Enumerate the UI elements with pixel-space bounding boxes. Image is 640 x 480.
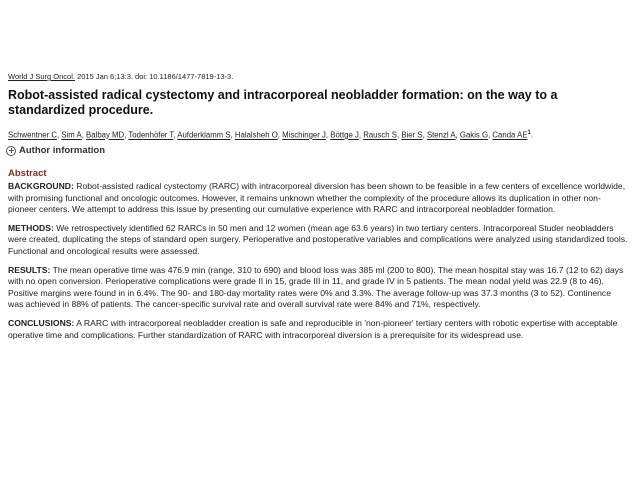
author-link[interactable]: Stenzl A xyxy=(426,130,456,140)
author-link[interactable]: Aufderklamm S xyxy=(177,130,231,140)
author-information-toggle[interactable] xyxy=(6,145,105,156)
author-separator: , xyxy=(56,130,62,140)
author-separator: , xyxy=(230,130,235,140)
author-link[interactable]: Gakis G xyxy=(459,130,489,140)
methods-label: METHODS: xyxy=(8,222,54,233)
author-separator: , xyxy=(81,130,87,140)
author-separator: , xyxy=(397,130,402,140)
plus-circle-icon xyxy=(6,146,16,156)
conclusions-paragraph xyxy=(8,318,628,341)
author-separator: , xyxy=(325,130,331,140)
author-link[interactable]: Rausch S xyxy=(363,130,398,140)
author-separator: , xyxy=(124,130,129,140)
background-label: BACKGROUND: xyxy=(8,181,74,191)
results-text: The mean operative time was 476.9 min (range, 310 to 690) and blood loss was 385 ml (200 to 800). The mean hospital stay was 16.7 (12 to 62) days with no open conversion. Perioperative complications were grade II in 15, grade III in 11, and grade IV in 5 patients. The mean nodal yield was 22.9 (8 to 46). Positive margins were found in in 6.4%. The 90- and 180-day mortality rates were 0% and 3.3%. The average follow-up was 37.3 months (3 to 52). Continence was achieved in 88% of patients. The cancer-specific survival rate and overall survival rate were 84% and 71%, respectively. xyxy=(8,264,624,310)
author-separator: , xyxy=(277,130,283,140)
journal-link[interactable]: World J Surg Oncol. xyxy=(8,72,75,81)
author-link[interactable]: Sim A xyxy=(61,130,82,140)
affiliation-superscript[interactable]: 1 xyxy=(527,130,531,136)
conclusions-text: A RARC with intracorporeal neobladder creation is safe and reproducible in 'non-pioneer' tertiary centers with robotic expertise with acceptable operative time and complications. Further standardization of RARC with intracorporeal diversion is a prerequisite for its widespread use. xyxy=(8,317,618,340)
citation-details: 2015 Jan 6;13:3. doi: 10.1186/1477-7819-13-3. xyxy=(74,72,234,81)
author-link[interactable]: Böttge J xyxy=(330,130,359,140)
author-separator: , xyxy=(422,130,427,140)
author-separator: , xyxy=(358,130,364,140)
author-link[interactable]: Todenhöfer T xyxy=(128,130,174,140)
author-separator: , xyxy=(173,130,178,140)
citation-line xyxy=(8,72,233,81)
author-separator: , xyxy=(455,130,460,140)
author-link[interactable]: Mischinger J xyxy=(282,130,326,140)
abstract-heading: Abstract xyxy=(8,168,47,179)
methods-text: We retrospectively identified 62 RARCs in 50 men and 12 women (mean age 63.6 years) in two tertiary centers. Intracorporeal Studer neobladders were created, duplicating the steps of standard open surgery. Perioperative and postoperative variables and complications were analyzed using standardized tools. Functional and oncological results were assessed. xyxy=(8,222,628,256)
author-link[interactable]: Halalsheh O xyxy=(234,130,278,140)
author-information-label: Author information xyxy=(19,145,106,156)
author-link[interactable]: Balbay MD xyxy=(86,130,125,140)
background-text: Robot-assisted radical cystectomy (RARC) with intracorporeal diversion has been shown to be feasible in a few centers of excellence worldwide, with promising functional and oncologic outcomes. However, it remains unknown whether the complexity of the procedure allows its duplication in other non-pioneer centers. We attempt to address this issue by presenting our cumulative experience with RARC and intracorporeal neobladder formation. xyxy=(8,181,626,215)
methods-paragraph xyxy=(8,223,628,258)
conclusions-label: CONCLUSIONS: xyxy=(8,317,75,328)
author-list xyxy=(8,128,634,141)
results-paragraph xyxy=(8,265,628,311)
abstract-body xyxy=(8,181,628,348)
author-list-end: . xyxy=(530,130,534,140)
author-link[interactable]: Bier S xyxy=(401,130,423,140)
article-title: Robot-assisted radical cystectomy and intracorporeal neobladder formation: on the way to a standardized procedure. xyxy=(8,88,558,117)
results-label: RESULTS: xyxy=(8,264,51,275)
author-link[interactable]: Canda AE xyxy=(492,130,528,140)
background-paragraph xyxy=(8,181,628,216)
author-link[interactable]: Schwentner C xyxy=(8,130,57,140)
author-separator: , xyxy=(488,130,493,140)
